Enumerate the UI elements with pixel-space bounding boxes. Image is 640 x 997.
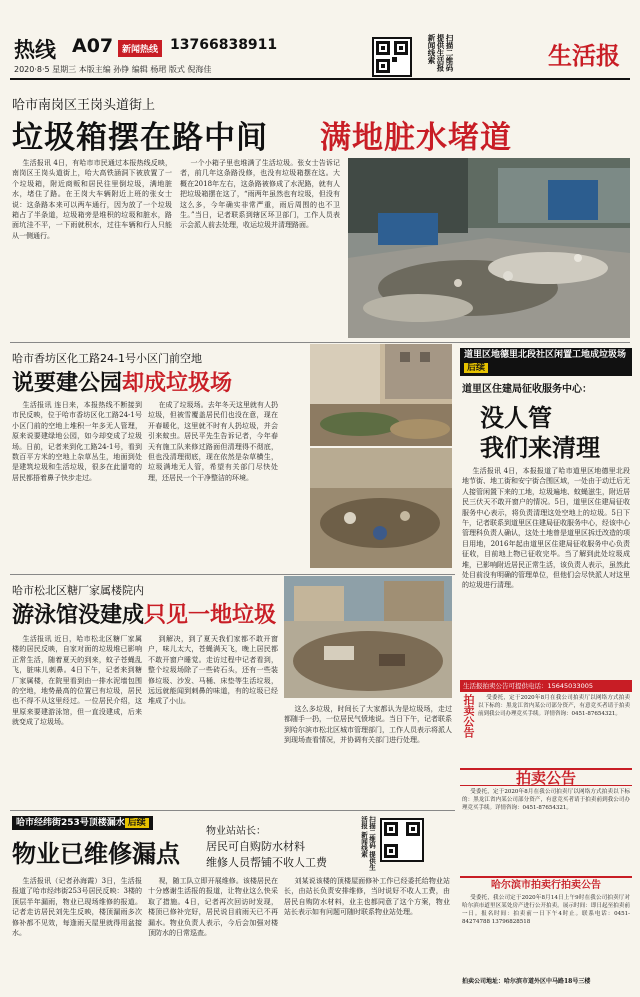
article-3-headline-a: 没人管 <box>480 403 552 432</box>
article-5-qr-code[interactable] <box>380 818 424 862</box>
article-2-col2-text: 在成了垃圾场。去年冬天这里就有人扔垃圾，但被雪覆盖居民们也没在意，现在开春暖化，这里就不时有人扔垃圾，并会引来蚊虫。居民平先生告诉记者，今年春天有施工队来修过路面但清理得不彻底，但也没清理彻底，现在依然是杂草横生，垃圾满地无人管，希望有关部门尽快处理，还居民一个干净整洁的环境。 <box>148 401 278 482</box>
article-2-col1-text: 生活报讯 连日来，本报热线不断接到市民反映，位于哈市香坊区化工路24-1号小区门前的空地上堆积一年多无人管理，原来说要建绿地公园，如今却变成了垃圾场。日前，记者来到化工路24-1号，看到数百平方米的空地上杂草丛生，地面到处是建筑垃圾和生活垃圾，很多在此遛弯的居民都捂着鼻子快步走过。 <box>12 401 142 482</box>
ad-notice-banner: 生活报拍卖公告可提供电话：15645033005 <box>460 680 632 692</box>
article-4-col3 <box>284 704 452 804</box>
article-5-box-title <box>12 816 153 830</box>
courtyard-trash-photo <box>284 576 452 698</box>
masthead <box>0 0 640 82</box>
article-4-kicker: 哈市松北区糖厂家属楼院内 <box>12 584 144 597</box>
article-3 <box>460 348 632 678</box>
hotline-phone: 13766838911 <box>170 37 278 53</box>
ad-1-text: 受委托，定于2020年8月在我公司拍卖厅以网络方式拍卖以下标的：黑龙江省内某公司部分资产，有意竞买者请于拍卖前到我公司办理竞买手续。详情咨询：0451-87654321。 <box>478 695 630 717</box>
article-4-headline-b: 只见一地垃圾 <box>144 602 277 628</box>
article-2 <box>0 344 455 572</box>
article-5-col1 <box>12 876 142 992</box>
article-2-col1 <box>12 400 142 568</box>
ad-2-body <box>462 788 630 872</box>
page-number: A07 <box>72 35 114 57</box>
article-4-col2-text: 到解决，到了夏天我们家都不敢开窗户，味儿太大，苍蝇满天飞，晚上居民都不敢开窗户睡觉。走访过程中记者看到，整个垃圾场除了一些砖石头，还有一些装修垃圾、沙发、马桶、床垫等生活垃圾，远远就能闻到刺鼻的味道，有的垃圾已经堆成了小山。 <box>148 635 278 706</box>
article-5-col2-text: 视，随工队立即开展维修。该楼居民在十分感谢生活报的报道，让物业这么快采取了措施。4日，记者再次回访时发现，楼顶已修补完好，居民说目前雨天已不再漏水。物业负责人表示，今后会加强对楼顶防水的日常巡查。 <box>148 877 278 938</box>
article-1 <box>0 84 640 342</box>
article-1-col2-text: 一个小箱子里也堆满了生活垃圾。张女士告诉记者，前几年这条路没修，也没有垃圾箱摆在这。大概在2018年左右，这条路被修成了水泥路，就有人把垃圾箱摆在这了，“雨两年虽然也有垃圾，但没有这么多，今年确实非常严重，雨后周围的也不卫生。”当日，记者联系到辖区环卫部门，工作人员表示会派人前去处理，收运垃圾并清理路面。 <box>180 159 340 230</box>
divider-1 <box>10 342 630 343</box>
article-5-right-line1: 居民可自购防水材料 <box>206 840 305 853</box>
ad-notice-side: 拍卖公告 <box>462 694 475 738</box>
article-3-headline-b: 我们来清理 <box>480 433 600 462</box>
article-5-box-tag: 后续 <box>125 818 149 828</box>
section-title: 热线 <box>14 38 56 62</box>
article-1-kicker: 哈市南岗区王岗头道街上 <box>12 98 156 113</box>
divider-3 <box>10 810 455 811</box>
article-2-photo-2 <box>310 448 452 568</box>
article-2-col2 <box>148 400 278 568</box>
hotline-badge: 新闻热线 <box>118 40 162 57</box>
divider-2 <box>10 574 455 575</box>
article-4-photo <box>284 576 452 698</box>
ads-column <box>460 680 632 992</box>
article-2-headline-b: 却成垃圾场 <box>122 370 233 396</box>
article-5-col3-text: 刘某说该楼的顶楼屋面修补工作已经委托给物业站长，由站长负责安排维修，当时说好不收人工费，由居民自购防水材料，业主也都同意了这个方案，物业站长表示如有问题可随时联系物业站处理。 <box>284 877 450 917</box>
article-1-col1 <box>12 158 172 338</box>
article-4-col2 <box>148 634 278 804</box>
dateline: 2020·8·5 星期三 本版主编 孙铮 编辑 杨珺 版式 倪海佳 <box>14 65 212 74</box>
article-1-col1-text: 生活报讯 4日，有哈市市民通过本报热线反映，南岗区王岗头道街上，哈大高铁涵洞下被放置了一个垃圾箱，附近商贩和居民往里倒垃圾，满地脏水，堵住了路。在王岗大车辆附近上班的张女士说：这条路本来可以两车通行，因为放了一个垃圾箱占了半条道，垃圾箱旁是堆积的垃圾和脏水，路面坑洼不平，一下雨就积水，过往车辆和行人只能从一侧通行。 <box>12 159 172 240</box>
ad-bottom-address: 拍卖公司地址：哈尔滨市道外区中马路18号三楼 <box>462 978 591 985</box>
article-5-col3 <box>284 876 450 992</box>
article-5-box-label: 哈市经纬街253号顶楼漏水 <box>16 818 125 828</box>
article-5 <box>0 812 455 994</box>
article-5-qr-caption: 扫描二维码 提供生活报 新闻线索 <box>360 816 376 871</box>
article-5-right-label: 物业站站长： <box>206 826 266 837</box>
article-3-box-label: 道里区地德里北段社区闲置工地成垃圾场 <box>464 350 627 360</box>
article-4-col1-text: 生活报讯 近日，哈市松北区糖厂家属楼的居民反映，自家对面的垃圾堆已影响正常生活，随着夏天的到来，蚊子苍蝇乱飞，脏味儿刺鼻。4日下午，记者来到糖厂家属楼，在院里看到由一排水泥墙包围的空地，地势最高的位置已有垃圾，居民也不得不从这里经过。一位居民介绍，这里原来要建游泳馆，但一直没建成，后来就变成了垃圾场。 <box>12 635 142 727</box>
article-4-col3-text: 这么多垃圾，时间长了大家都认为是垃圾场，走过都随手一扔，一位居民气愤地说。当日下午，记者联系到哈尔滨市松北区城市管理部门，工作人员表示将派人到现场查看情况，并协调有关部门进行处理。 <box>284 705 452 745</box>
vacant-lot-photo <box>310 344 452 446</box>
article-4-headline-a: 游泳馆没建成 <box>12 602 145 628</box>
article-4-col1 <box>12 634 142 804</box>
article-5-headline: 物业已维修漏点 <box>12 839 180 868</box>
article-5-col1-text: 生活报讯（记者孙海霞）3日，生活报报道了哈市经纬街253号居民反映：3楼的顶层半年漏雨，物业已现场维修的报道。记者走访居民刘先生反映，楼顶漏雨多次修补都不见效，每逢雨天屋里就得用盆接水。 <box>12 877 142 938</box>
article-3-box-tag: 后续 <box>464 363 488 373</box>
article-2-headline <box>12 366 232 397</box>
article-1-photo <box>348 158 630 338</box>
qr-code[interactable] <box>372 37 412 77</box>
qr-caption: 扫描二维码 提供生活报 新闻线索 <box>427 34 454 72</box>
ad-3-body <box>462 894 630 974</box>
masthead-rule <box>10 78 630 80</box>
article-3-body-text: 生活报讯 4日，本报报道了哈市道里区地德里北段地节街、地工街和安宁街合围区域，一处由于动迁后无人接管闲置下来的工地，垃圾遍地、蚊蝇滋生，附近居民三伏天不敢开窗户的情况。5日，道里区住建局征收服务中心表示，将负责清理这处空地上的垃圾。5日下午，记者联系到道里区住建局征收服务中心，经该中心管理科负责人确认，这处土地曾是道里区拆迁改造的项目用地，2016年起由道里区住建局征收服务中心负责征收，目前地上物已征收完毕。当了解到此处垃圾成堆，已影响附近居民正常生活，该负责人表示，虽然此处目前没有明确的管理单位，但他们会尽快派人对这里的垃圾进行清理。 <box>462 467 630 590</box>
article-1-headline-a: 垃圾箱摆在路中间 <box>12 120 268 156</box>
newspaper-logo: 生活报 <box>548 41 620 70</box>
article-2-headline-a: 说要建公园 <box>12 370 123 396</box>
article-4-headline <box>12 598 276 629</box>
article-3-body <box>462 466 630 678</box>
ad-1-body <box>478 694 630 764</box>
article-4 <box>0 576 455 808</box>
article-2-photo <box>310 344 452 446</box>
street-garbage-photo <box>348 158 630 338</box>
article-1-col2 <box>180 158 340 338</box>
article-2-kicker: 哈市香坊区化工路24-1号小区门前空地 <box>12 352 202 365</box>
article-1-headline-b: 满地脏水堵道 <box>320 120 512 156</box>
ad-2-text: 受委托，定于2020年8月在我公司拍卖厅以网络方式拍卖以下标的：黑龙江省内某公司部分资产，有意竞买者请于拍卖前到我公司办理竞买手续。详情咨询：0451-87654321。 <box>462 789 630 811</box>
ad-3-title: 哈尔滨市拍卖行拍卖公告 <box>460 876 632 892</box>
article-3-box-title <box>460 348 632 376</box>
article-5-col2 <box>148 876 278 992</box>
ad-2-title: 拍卖公告 <box>460 768 632 786</box>
article-3-subhead: 道里区住建局征收服务中心： <box>462 384 592 395</box>
dumped-trash-photo <box>310 448 452 568</box>
article-5-right-line2: 维修人员帮铺不收人工费 <box>206 856 327 869</box>
ad-3-text: 受委托，我公司定于2020年8月14日上午9时在我公司拍卖厅对哈尔滨市道里区某处房产进行公开拍卖。展示时间：即日起至拍卖前一日。报名时间：拍卖前一日下午4时止。联系电话：0451-84274788 13796828518 <box>462 895 630 925</box>
